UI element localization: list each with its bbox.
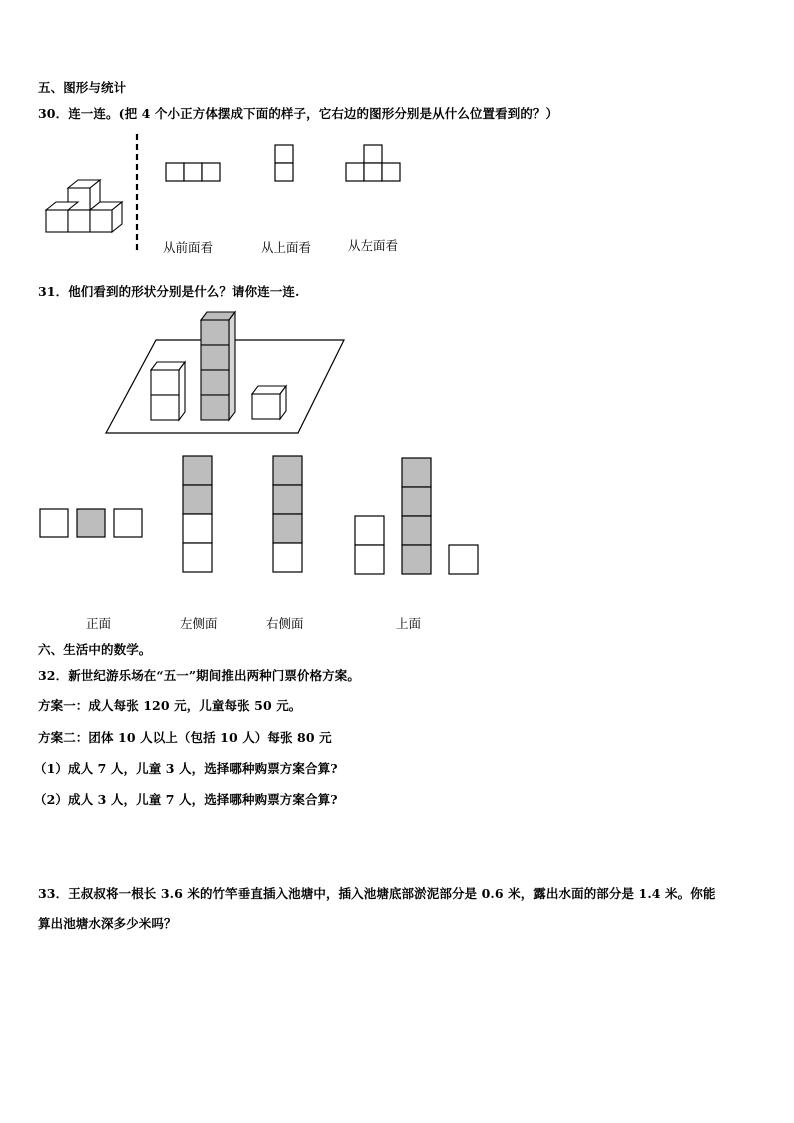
question-33-line-2: 算出池塘水深多少米吗？ [38,916,177,931]
question-31 [38,282,299,300]
question-text: 他们看到的形状分别是什么？请你连一连. [68,284,300,299]
white-single-cube [252,386,286,419]
dashed-divider [134,134,140,254]
section-title-6: 六、生活中的数学。 [38,642,152,657]
option-front-row [39,508,149,540]
option-stack-d [401,457,433,577]
question-text: 新世纪游乐场在“五一”期间推出两种门票价格方案。 [68,668,360,683]
plan-1: 方案一：成人每张 120 元，儿童每张 50 元。 [38,698,302,713]
caption-top: 从上面看 [261,240,312,255]
caption-left: 从左面看 [348,238,399,253]
label-left-side: 左侧面 [180,616,218,631]
view-t-shape [345,144,403,184]
question-30 [38,104,558,122]
question-number: 30． [38,106,69,121]
option-stack-a [182,455,214,575]
option-stack-b [272,455,304,575]
white-stack-left [151,362,185,420]
sub-question-1: （1）成人 7 人，儿童 3 人，选择哪种购票方案合算? [34,761,338,776]
question-32 [38,666,360,684]
question-text: 王叔叔将一根长 3.6 米的竹竿垂直插入池塘中，插入池塘底部淤泥部分是 0.6 米，露出水面的部分是 1.4 米。你能 [68,886,716,901]
question-number: 32． [38,668,69,683]
label-front: 正面 [86,616,112,631]
question-number: 31． [38,284,69,299]
cube-scene [104,312,348,436]
section-title-5: 五、图形与统计 [38,80,127,95]
view-three-horizontal [165,162,223,184]
cube-stack-figure [40,178,130,244]
question-text: 连一连。(把 4 个小正方体摆成下面的样子，它右边的图形分别是从什么位置看到的？） [68,106,559,121]
question-number: 33． [38,886,69,901]
label-right-side: 右侧面 [266,616,304,631]
sub-question-2: （2）成人 3 人，儿童 7 人，选择哪种购票方案合算? [34,792,338,807]
question-33 [38,884,715,902]
option-stack-c [354,515,386,577]
caption-front: 从前面看 [163,240,214,255]
option-single [448,544,480,576]
plan-2: 方案二：团体 10 人以上（包括 10 人）每张 80 元 [38,730,332,745]
view-two-vertical [274,144,296,184]
gray-stack-tall [201,312,235,420]
label-top: 上面 [396,616,422,631]
